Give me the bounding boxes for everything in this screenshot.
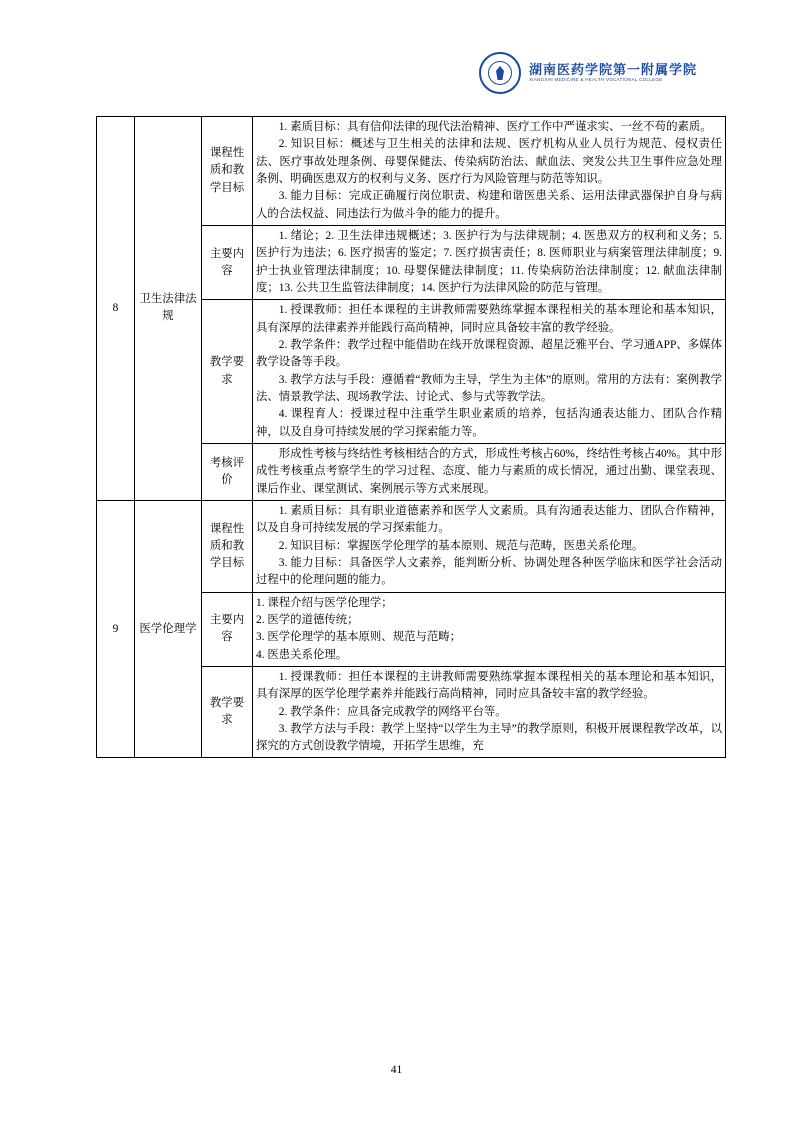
section-body [253,592,726,666]
table-row [97,117,726,226]
page-number: 41 [390,1064,403,1076]
course-table-wrapper [96,116,722,758]
body-paragraph: 1. 绪论；2. 卫生法律违规概述；3. 医护行为与法律规制；4. 医患双方的权利和义务；5. 医护行为违法；6. 医疗损害的鉴定；7. 医疗损害责任；8. 医师职业与病案管理法律制度；9. 护士执业管理法律制度；10. 母婴保健法律制度；11. 传染病防治法律制度；12. 献血法律制度；13. 公共卫生监管法律制度；14. 医护行为法律风险的防范与管理。 [256,229,722,294]
section-kind: 课程性质和教学目标 [202,117,253,226]
college-logo [479,52,697,94]
body-paragraph: 2. 知识目标：概述与卫生相关的法律和法规、医疗机构从业人员行为规范、侵权责任法、医疗事故处理条例、母婴保健法、传染病防治法、献血法、突发公共卫生事件应急处理条例、明确医患双方的权利与义务、医疗行为风险管理与防范等知识。 [256,138,722,185]
section-kind: 主要内容 [202,225,253,299]
section-body [253,225,726,299]
row-index: 9 [97,500,135,758]
section-kind: 课程性质和教学目标 [202,500,253,592]
body-paragraph: 1. 素质目标：具有信仰法律的现代法治精神、医疗工作中严谨求实、一丝不苟的素质。 [278,121,712,133]
section-kind: 考核评价 [202,443,253,500]
course-name: 卫生法律法规 [135,117,202,501]
section-body [253,117,726,226]
body-paragraph: 3. 能力目标：具备医学人文素养，能判断分析、协调处理各种医学临床和医学社会活动过程中的伦理问题的能力。 [256,556,722,587]
body-paragraph: 2. 教学条件：应具备完成教学的网络平台等。 [278,705,507,718]
section-body [253,500,726,592]
section-body [253,300,726,444]
course-table [96,116,726,758]
body-paragraph: 2. 知识目标：掌握医学伦理学的基本原则、规范与范畴，医患关系伦理。 [278,539,644,552]
section-kind: 教学要求 [202,300,253,444]
table-row [97,500,726,592]
body-paragraph: 2. 医学的道德传统； [256,613,359,626]
section-kind: 教学要求 [202,666,253,758]
section-body [253,666,726,758]
body-paragraph: 1. 授课教师：担任本课程的主讲教师需要熟练掌握本课程相关的基本理论和基本知识，具有深厚的医学伦理学素养并能践行高尚精神，同时应具备较丰富的教学经验。 [256,670,722,701]
section-kind: 主要内容 [202,592,253,666]
body-paragraph: 4. 医患关系伦理。 [256,648,348,661]
body-paragraph: 1. 课程介绍与医学伦理学； [256,596,393,609]
college-logo-text [529,63,697,83]
body-paragraph: 1. 素质目标：具有职业道德素养和医学人文素质。具有沟通表达能力、团队合作精神，以及自身可持续发展的学习探索能力。 [256,504,722,535]
body-paragraph: 4. 课程育人：授课过程中注重学生职业素质的培养，包括沟通表达能力、团队合作精神，以及自身可持续发展的学习探索能力等。 [256,408,722,438]
body-paragraph: 形成性考核与终结性考核相结合的方式，形成性考核占60%，终结性考核占40%。其中形成性考核重点考察学生的学习过程、态度、能力与素质的成长情况，通过出勤、课堂表现、课后作业、课堂测试、案例展示等方式来展现。 [256,447,722,495]
section-body [253,443,726,500]
body-paragraph: 3. 能力目标：完成正确履行岗位职责、构建和谐医患关系、运用法律武器保护自身与病人的合法权益、同违法行为做斗争的能力的提升。 [256,190,722,220]
body-paragraph: 3. 教学方法与手段：遵循着“教师为主导，学生为主体”的原则。常用的方法有：案例教学法、情景教学法、现场教学法、讨论式、参与式等教学法。 [256,373,722,403]
body-paragraph: 3. 教学方法与手段：教学上坚持“以学生为主导”的教学原则，积极开展课程教学改革，以探究的方式创设教学情境，开拓学生思维，充 [256,722,722,753]
row-index: 8 [97,117,135,501]
body-paragraph: 2. 教学条件：教学过程中能借助在线开放课程资源、超星泛雅平台、学习通APP、多媒体教学设备等手段。 [256,338,722,369]
college-name-en: XIANGXIN MEDICINE & HEALTH VOCATIONAL COLLEGE [528,77,663,83]
body-paragraph: 3. 医学伦理学的基本原则、规范与范畴； [256,631,462,644]
college-name-cn: 湖南医药学院第一附属学院 [528,61,697,77]
body-paragraph: 1. 授课教师：担任本课程的主讲教师需要熟练掌握本课程相关的基本理论和基本知识，具有深厚的法律素养并能践行高尚精神，同时应具备较丰富的教学经验。 [256,304,722,334]
college-seal-icon [479,52,521,94]
course-name: 医学伦理学 [135,500,202,758]
